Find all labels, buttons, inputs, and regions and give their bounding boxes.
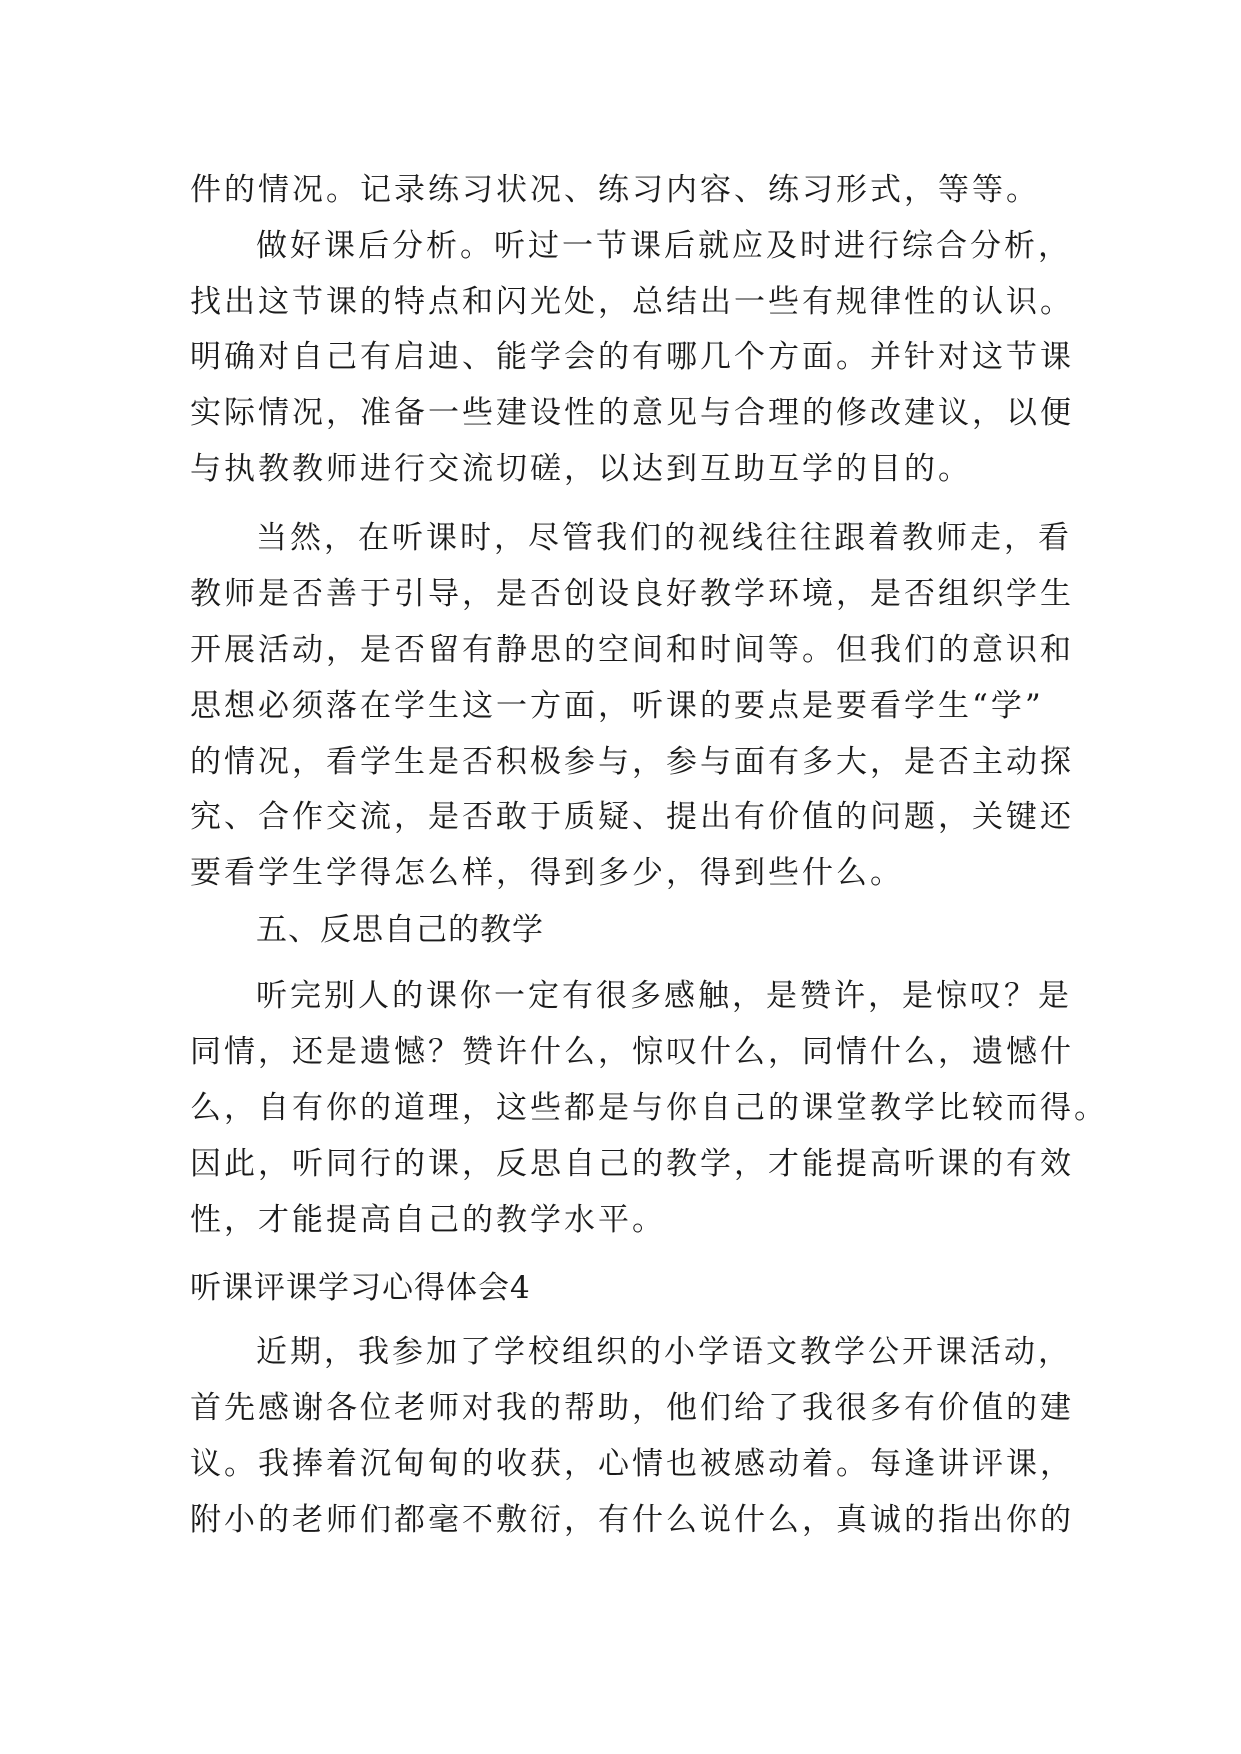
text-line: 与执教教师进行交流切磋，以达到互助互学的目的。 <box>190 451 972 487</box>
text-line: 因此，听同行的课，反思自己的教学，才能提高听课的有效 <box>190 1146 1074 1182</box>
section-title: 听课评课学习心得体会4 <box>190 1270 531 1306</box>
paragraph-first-line: 当然，在听课时，尽管我们的视线往往跟着教师走，看 <box>256 520 1072 556</box>
text-line: 教师是否善于引导，是否创设良好教学环境，是否组织学生 <box>190 576 1074 612</box>
text-line: 的情况，看学生是否积极参与，参与面有多大，是否主动探 <box>190 744 1074 780</box>
text-line: 究、合作交流，是否敢于质疑、提出有价值的问题，关键还 <box>190 799 1074 835</box>
text-line: 么，自有你的道理，这些都是与你自己的课堂教学比较而得。 <box>190 1090 1108 1126</box>
paragraph-first-line: 做好课后分析。听过一节课后就应及时进行综合分析， <box>256 228 1072 264</box>
text-line: 要看学生学得怎么样，得到多少，得到些什么。 <box>190 855 904 891</box>
text-line: 实际情况，准备一些建设性的意见与合理的修改建议，以便 <box>190 395 1074 431</box>
paragraph-first-line: 近期，我参加了学校组织的小学语文教学公开课活动， <box>256 1334 1072 1370</box>
text-line: 首先感谢各位老师对我的帮助，他们给了我很多有价值的建 <box>190 1390 1074 1426</box>
text-line: 同情，还是遗憾？赞许什么，惊叹什么，同情什么，遗憾什 <box>190 1034 1074 1070</box>
paragraph-first-line: 听完别人的课你一定有很多感触，是赞许，是惊叹？是 <box>256 978 1072 1014</box>
text-line: 思想必须落在学生这一方面，听课的要点是要看学生“学” <box>190 688 1044 724</box>
text-line: 性，才能提高自己的教学水平。 <box>190 1202 666 1238</box>
text-line: 找出这节课的特点和闪光处，总结出一些有规律性的认识。 <box>190 284 1074 320</box>
text-line: 议。我捧着沉甸甸的收获，心情也被感动着。每逢讲评课， <box>190 1446 1074 1482</box>
text-line: 件的情况。记录练习状况、练习内容、练习形式，等等。 <box>190 172 1040 208</box>
section-heading: 五、反思自己的教学 <box>256 912 544 948</box>
text-line: 明确对自己有启迪、能学会的有哪几个方面。并针对这节课 <box>190 339 1074 375</box>
text-line: 开展活动，是否留有静思的空间和时间等。但我们的意识和 <box>190 632 1074 668</box>
text-line: 附小的老师们都毫不敷衍，有什么说什么，真诚的指出你的 <box>190 1502 1074 1538</box>
